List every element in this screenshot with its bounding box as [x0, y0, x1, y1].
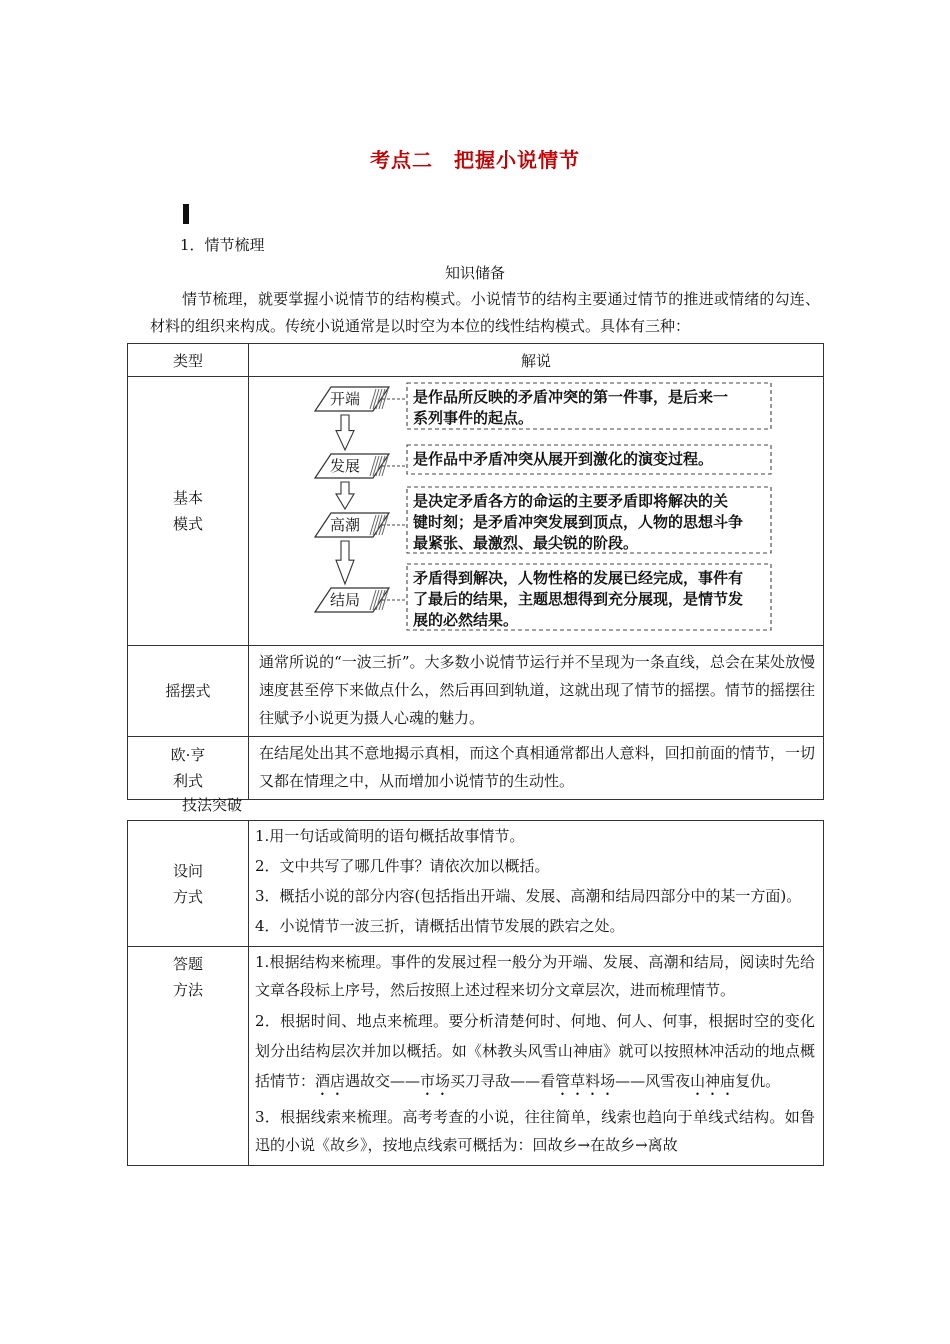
down-arrow-icon [336, 415, 354, 450]
stage-desc-line: 了最后的结果，主题思想得到充分展现，是情节发 [413, 590, 744, 608]
list-item: 1.用一句话或简明的语句概括故事情节。 [255, 827, 525, 845]
stage-name-3: 高潮 [329, 516, 361, 534]
henry-label-line1: 欧·亨 [170, 746, 206, 764]
henry-label-line2: 利式 [172, 772, 203, 790]
question-label-line1: 设问 [172, 861, 203, 880]
answer-label-line2: 方法 [172, 981, 203, 999]
header-type: 类型 [128, 344, 249, 377]
list-item: 2．文中共写了哪几件事？请依次加以概括。 [255, 857, 550, 875]
table-row [128, 737, 824, 800]
table-row [128, 821, 824, 947]
basic-label-text: 基本模式 [172, 489, 203, 533]
list-item: 4．小说情节一波三折，请概括出情节发展的跌宕之处。 [255, 917, 625, 935]
stage-name-1: 开端 [329, 390, 361, 408]
page-title: 考点二 把握小说情节 [370, 148, 580, 172]
emphasis-place: 市场 [420, 1072, 451, 1090]
technique-table [127, 820, 824, 1166]
question-items [249, 821, 824, 947]
row-label-henry [128, 737, 249, 800]
stage-name-4: 结局 [329, 591, 361, 609]
method2-text: 遇故交—— [345, 1072, 421, 1090]
emphasis-place: 山神庙 [690, 1072, 736, 1090]
technique-heading: 技法突破 [182, 796, 243, 814]
emphasis-place: 酒店 [315, 1072, 346, 1090]
intro-paragraph: 情节梳理，就要掌握小说情节的结构模式。小说情节的结构主要通过情节的推进或情绪的勾连、材料的组织来构成。传统小说通常是以时空为本位的线性结构模式。具体有三种： [150, 290, 820, 335]
stage-desc-line: 是作品所反映的矛盾冲突的第一件事，是后来一 [413, 388, 729, 406]
method2-text: ——风雪夜 [615, 1072, 691, 1090]
list-item: 1.根据结构来梳理。事件的发展过程一般分为开端、发展、高潮和结局，阅读时先给文章各段标上序号，然后按照上述过程来切分文章层次，进而梳理情节。 [255, 953, 815, 999]
section-heading: 1．情节梳理 [180, 236, 265, 254]
knowledge-heading: 知识储备 [444, 264, 505, 282]
stage-desc-line: 最紧张、最激烈、最尖锐的阶段。 [413, 534, 639, 552]
section-marker [183, 204, 189, 224]
henry-description: 在结尾处出其不意地揭示真相，而这个真相通常都出人意料，回扣前面的情节，一切又都在情理之中，从而增加小说情节的生动性。 [249, 737, 824, 800]
method2-text: 复仇。 [735, 1072, 781, 1090]
plot-structure-table [127, 343, 824, 800]
plot-flow-diagram [249, 377, 825, 645]
answer-label-line1: 答题 [172, 955, 203, 973]
stage-desc-line: 系列事件的起点。 [413, 409, 534, 427]
emphasis-place: 管草料场 [555, 1072, 616, 1090]
stage-name-2: 发展 [329, 457, 361, 475]
header-explanation: 解说 [249, 344, 824, 377]
down-arrow-icon [336, 541, 354, 584]
answer-items [249, 947, 824, 1166]
method2-text: 2．根据时间、地点来梳理。要分析清楚何时、何地、何人、何事，根据时空的变化划分出结构层次并加以概括。如《林教头风雪山神庙》就可以按照林冲活动的地点概括情节： [255, 1012, 815, 1090]
stage-desc-line: 键时刻；是矛盾冲突发展到顶点，人物的思想斗争 [413, 513, 744, 531]
stage-desc-line: 是作品中矛盾冲突从展开到激化的演变过程。 [413, 450, 714, 468]
row-label-swing: 摇摆式 [128, 646, 249, 737]
row-label-basic [128, 377, 249, 646]
down-arrow-icon [336, 482, 354, 509]
row-label-question [128, 821, 249, 947]
question-label-line2: 方式 [172, 887, 203, 906]
stage-desc-line: 矛盾得到解决，人物性格的发展已经完成，事件有 [413, 569, 744, 587]
list-item: 3．概括小说的部分内容(包括指出开端、发展、高潮和结局四部分中的某一方面)。 [255, 887, 802, 905]
stage-desc-line: 是决定矛盾各方的命运的主要矛盾即将解决的关 [413, 492, 729, 510]
table-row [128, 947, 824, 1166]
swing-description: 通常所说的“一波三折”。大多数小说情节运行并不呈现为一条直线，总会在某处放慢速度甚至停下来做点什么，然后再回到轨道，这就出现了情节的摇摆。情节的摇摆往往赋予小说更为摄人心魂的魅力。 [249, 646, 824, 737]
method2-text: 买刀寻敌——看 [450, 1072, 556, 1090]
list-item [255, 1006, 815, 1099]
table-row [128, 646, 824, 737]
stage-desc-line: 展的必然结果。 [413, 611, 519, 629]
row-label-answer [128, 947, 249, 1166]
table-row [128, 377, 824, 646]
list-item: 3．根据线索来梳理。高考考查的小说，往往简单，线索也趋向于单线式结构。如鲁迅的小说《故乡》，按地点线索可概括为：回故乡→在故乡→离故 [255, 1108, 815, 1154]
table-header-row [128, 344, 824, 377]
plot-diagram-cell [249, 377, 824, 646]
